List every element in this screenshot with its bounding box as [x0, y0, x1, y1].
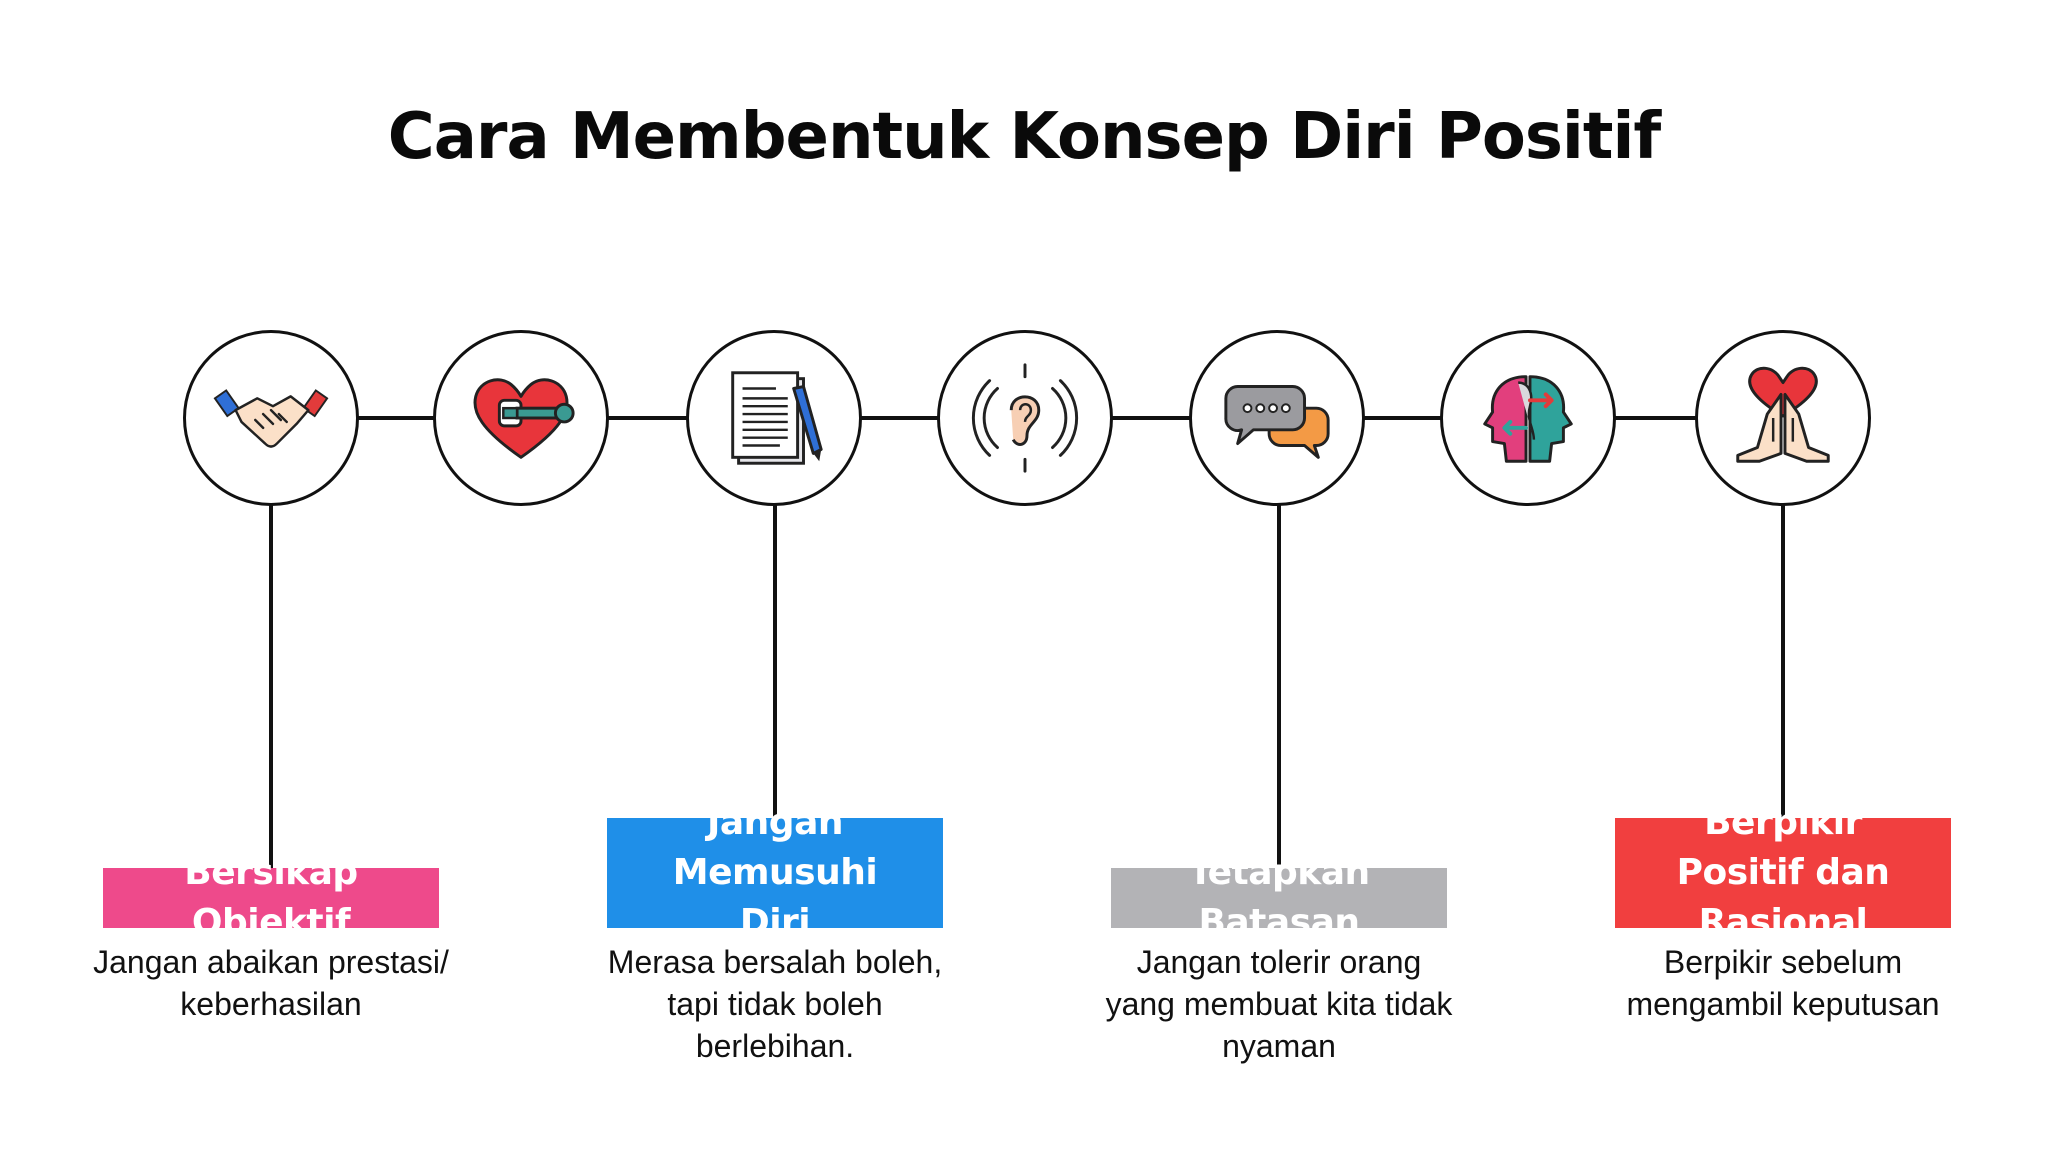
step-3-description: Jangan tolerir orang yang membuat kita tidak nyaman: [1105, 944, 1453, 1064]
node-handshake: [183, 330, 359, 506]
chat-bubbles-icon: [1218, 359, 1336, 477]
page-title: Cara Membentuk Konsep Diri Positif: [387, 100, 1661, 174]
step-4-label: [1615, 802, 1951, 943]
praying-hands-heart-icon: [1724, 359, 1842, 477]
heads-exchange-icon: [1469, 359, 1587, 477]
step-1-label: [103, 852, 439, 943]
document-pen-icon: [715, 359, 833, 477]
node-heads: [1440, 330, 1616, 506]
step-4-label-text: Berpikir Positif dan Rasional: [1676, 802, 1890, 943]
ear-sound-icon: [966, 359, 1084, 477]
node-document: [686, 330, 862, 506]
step-3-label: [1111, 852, 1447, 943]
node-praying: [1695, 330, 1871, 506]
node-heart-key: [433, 330, 609, 506]
step-1-label-text: Bersikap Objektif: [184, 852, 358, 943]
node-ear: [937, 330, 1113, 506]
step-2-description: Merasa bersalah boleh, tapi tidak boleh berlebihan.: [607, 944, 943, 1064]
step-1-description: Jangan abaikan prestasi/ keberhasilan: [93, 944, 449, 1022]
heart-key-icon: [462, 359, 580, 477]
step-2-label: [607, 802, 943, 943]
step-4-description: Berpikir sebelum mengambil keputusan: [1626, 944, 1940, 1022]
step-2-label-text: Jangan Memusuhi Diri: [672, 802, 878, 943]
step-3-label-text: Tetapkan Batasan: [1188, 852, 1370, 943]
handshake-icon: [212, 359, 330, 477]
node-chat: [1189, 330, 1365, 506]
